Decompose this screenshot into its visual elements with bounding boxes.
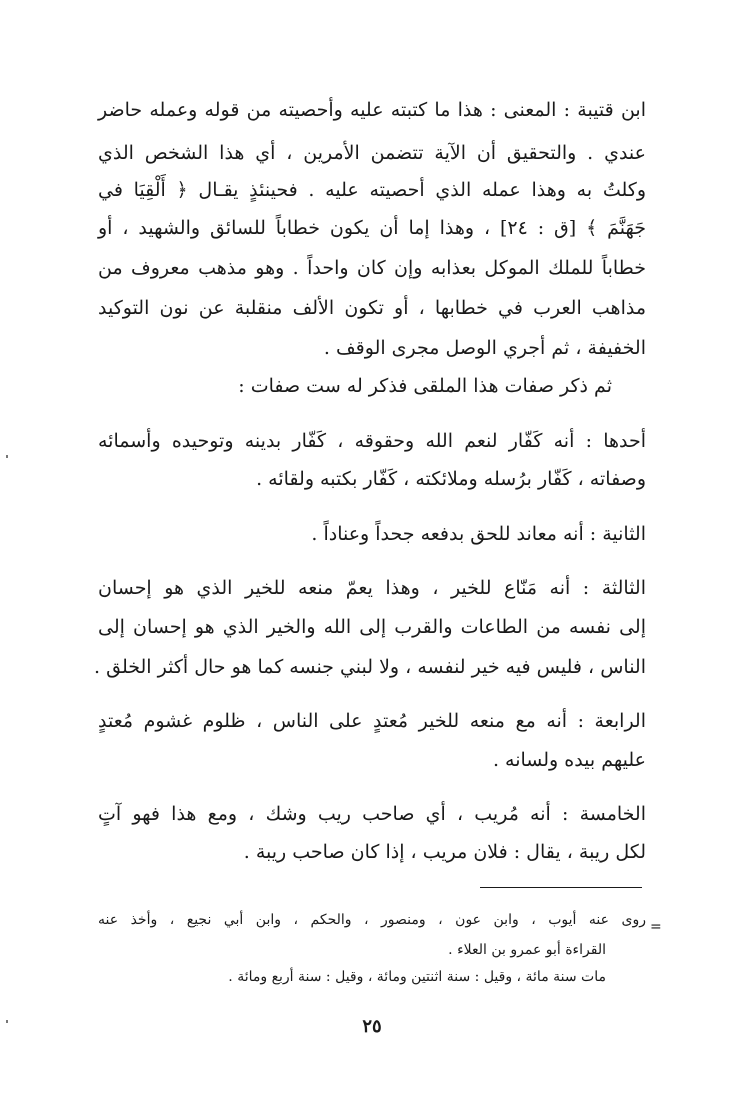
trait-1-line-2: وصفاته ، كَفّار برُسله وملائكته ، كَفّار بكتبه ولقائه . [256,468,646,490]
margin-speck [6,1020,8,1023]
trait-3-line-3: الناس ، فليس فيه خير لنفسه ، ولا لبني جنسه كما هو حال أكثر الخلق . [94,656,646,678]
body-line-2: عندي . والتحقيق أن الآية تتضمن الأمرين ، أي هذا الشخص الذي [98,142,646,164]
trait-3-line-2: إلى نفسه من الطاعات والقرب إلى الله والخير الذي هو إحسان إلى [98,616,646,638]
trait-4-line-1: الرابعة : أنه مع منعه للخير مُعتدٍ على الناس ، ظلوم غشوم مُعتدٍ [98,710,646,732]
footnote-continuation-mark: = [650,919,662,935]
footnote-divider [480,887,642,888]
trait-1-line-1: أحدها : أنه كَفّار لنعم الله وحقوقه ، كَفّار بدينه وتوحيده وأسمائه [98,430,646,452]
trait-5-line-2: لكل ريبة ، يقال : فلان مريب ، إذا كان صاحب ريبة . [243,841,646,863]
trait-4-line-2: عليهم بيده ولسانه . [492,749,646,771]
footnote-line-3: مات سنة مائة ، وقيل : سنة اثنتين ومائة ، وقيل : سنة أربع ومائة . [228,969,606,985]
body-line-6: مذاهب العرب في خطابها ، أو تكون الألف منقلبة عن نون التوكيد [98,297,646,319]
margin-speck [6,455,8,458]
body-line-8: ثم ذكر صفات هذا الملقى فذكر له ست صفات : [238,375,612,397]
body-line-7: الخفيفة ، ثم أجري الوصل مجرى الوقف . [323,337,646,359]
trait-5-line-1: الخامسة : أنه مُريب ، أي صاحب ريب وشك ، ومع هذا فهو آتٍ [98,803,646,825]
body-line-3: وكلتُ به وهذا عمله الذي أحصيته عليه . فحينئذٍ يقـال ﴿ أَلْقِيَا في [98,179,646,201]
body-line-4: جَهَنَّمَ ﴾ [ق : ٢٤] ، وهذا إما أن يكون خطاباً للسائق والشهيد ، أو [98,217,646,239]
page-number: ٢٥ [362,1016,382,1037]
body-line-1: ابن قتيبة : المعنى : هذا ما كتبته عليه وأحصيته من قوله وعمله حاضر [98,99,646,121]
footnote-line-2: القراءة أبو عمرو بن العلاء . [448,942,606,958]
footnote-line-1: روى عنه أيوب ، وابن عون ، ومنصور ، والحكم ، وابن أبي نجيع ، وأخذ عنه [98,912,646,928]
body-line-5: خطاباً للملك الموكل بعذابه وإن كان واحداً . وهو مذهب معروف من [98,257,646,279]
trait-2-line-1: الثانية : أنه معاند للحق بدفعه جحداً وعناداً . [311,523,646,545]
trait-3-line-1: الثالثة : أنه مَنّاع للخير ، وهذا يعمّ منعه للخير الذي هو إحسان [98,577,646,599]
